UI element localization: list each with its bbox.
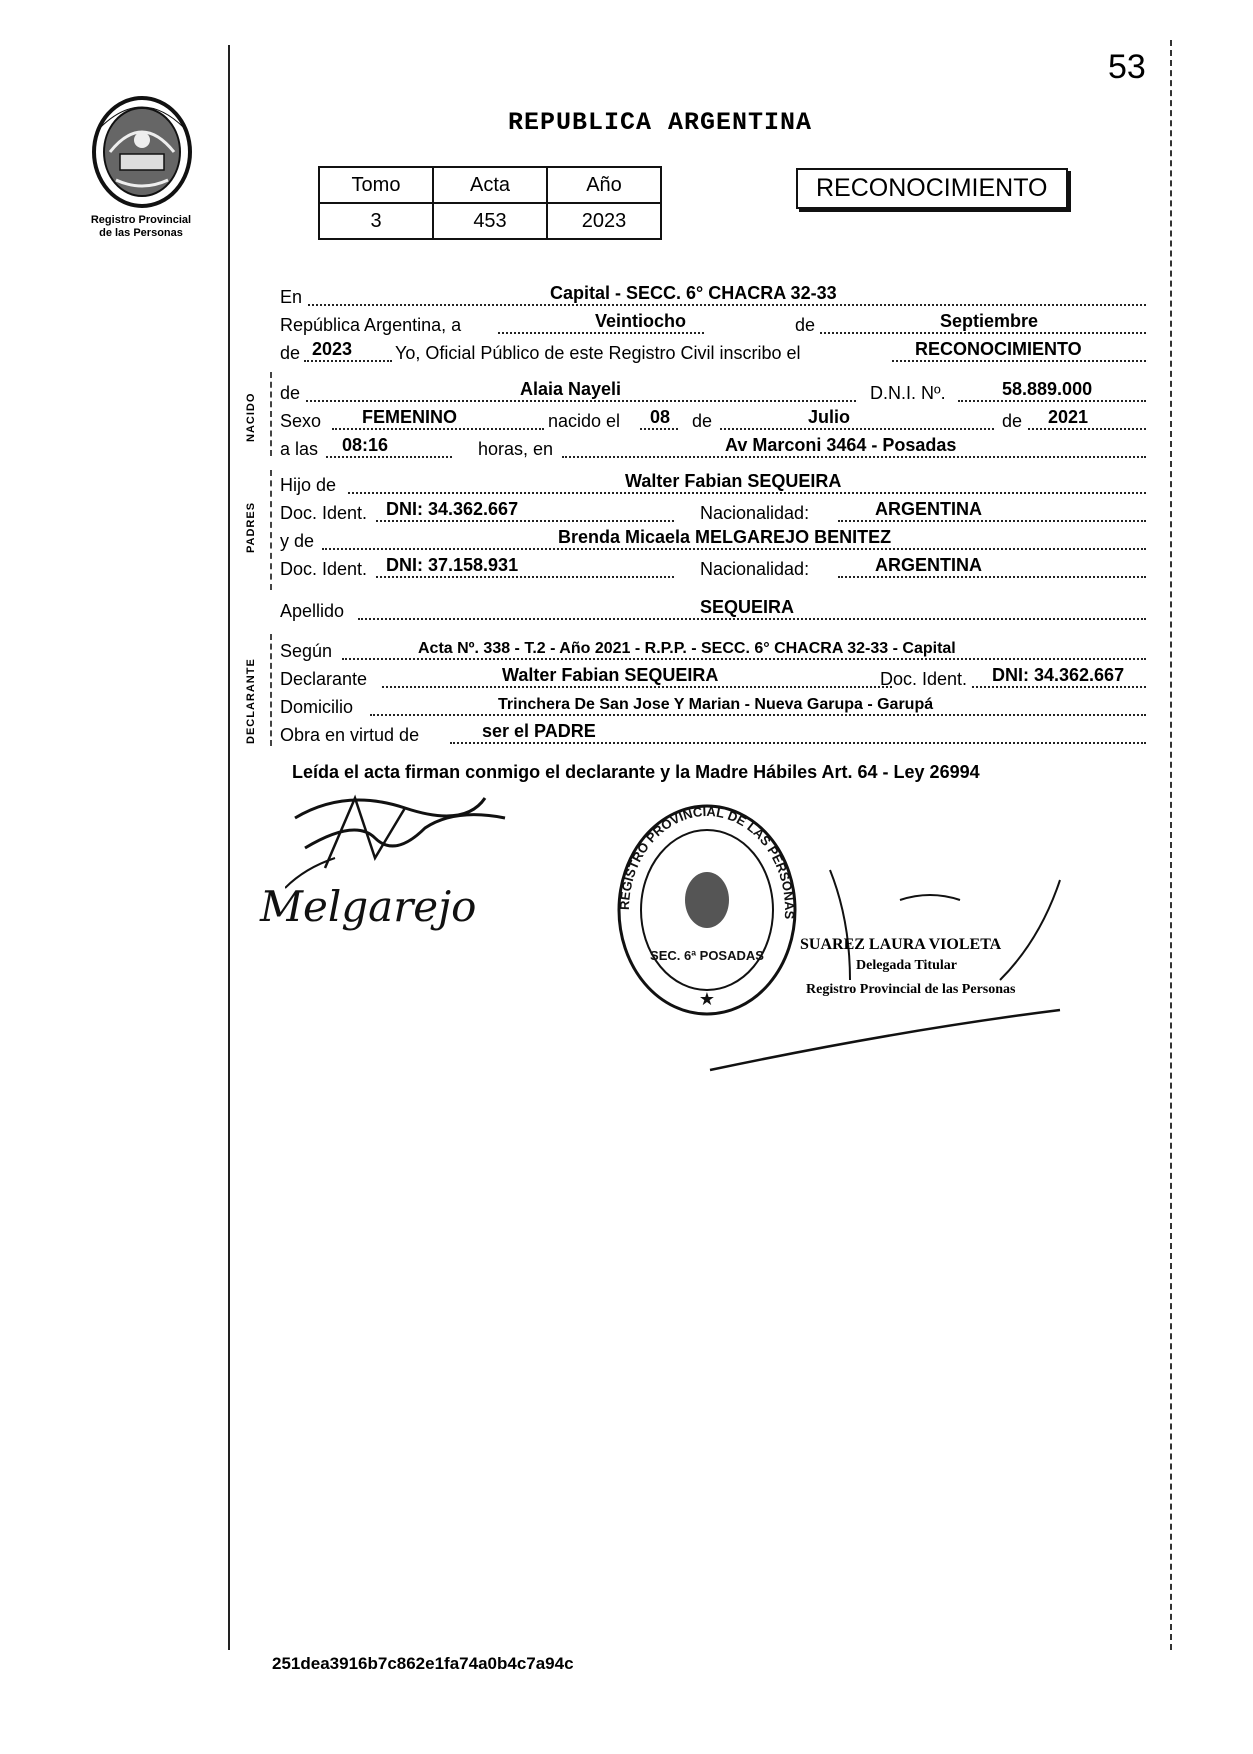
- nacido-bracket: [270, 372, 272, 456]
- dni-value: 58.889.000: [1002, 379, 1093, 399]
- dotted-line: [838, 520, 1146, 522]
- madre-value: Brenda Micaela MELGAREJO BENITEZ: [558, 527, 892, 547]
- en-label: En: [280, 287, 303, 307]
- document-title: REPUBLICA ARGENTINA: [508, 108, 813, 137]
- sexo-label: Sexo: [280, 411, 322, 431]
- dotted-line: [720, 428, 994, 430]
- reference-table-header: [319, 167, 661, 203]
- right-margin-line: [1170, 40, 1172, 1650]
- row-nombre: [280, 378, 1146, 406]
- row-padre-doc: [280, 498, 1146, 526]
- official-office: Registro Provincial de las Personas: [806, 982, 1016, 997]
- logo-caption: [66, 214, 216, 240]
- closing-note: Leída el acta firman conmigo el declarante y la Madre Hábiles Art. 64 - Ley 26994: [292, 762, 980, 782]
- row-domicilio: [280, 692, 1146, 720]
- dotted-line: [838, 576, 1146, 578]
- doc-label: Doc. Ident.: [280, 503, 368, 523]
- horas-label: horas, en: [478, 439, 554, 459]
- row-declarante: [280, 664, 1146, 692]
- de3-label: de: [280, 383, 301, 403]
- anio-value: 2023: [547, 203, 661, 239]
- dotted-line: [342, 658, 1146, 660]
- row-madre: [280, 526, 1146, 554]
- padres-side-label: PADRES: [245, 501, 257, 553]
- left-margin-line: [228, 45, 230, 1650]
- segun-label: Según: [280, 641, 333, 661]
- dotted-line: [326, 456, 452, 458]
- dotted-line: [562, 456, 1146, 458]
- lugar-value: Av Marconi 3464 - Posadas: [725, 435, 957, 455]
- alas-label: a las: [280, 439, 319, 459]
- acta-header: Acta: [433, 167, 547, 203]
- row-segun: [280, 636, 1146, 664]
- padre-value: Walter Fabian SEQUEIRA: [625, 471, 842, 491]
- dotted-line: [450, 742, 1146, 744]
- nacionalidad-label: Nacionalidad:: [700, 503, 810, 523]
- row-fecha: [280, 310, 1146, 338]
- de-label: de: [795, 315, 816, 335]
- dia-value: Veintiocho: [595, 311, 687, 331]
- dotted-line: [1028, 428, 1146, 430]
- padres-bracket: [270, 470, 272, 590]
- apellido-value: SEQUEIRA: [700, 597, 795, 617]
- nac-anio-value: 2021: [1048, 407, 1089, 427]
- act-type-box: RECONOCIMIENTO: [796, 168, 1068, 209]
- logo-caption-line1: Registro Provincial: [90, 214, 192, 226]
- province-logo: [86, 92, 198, 210]
- reference-table-values: [319, 203, 661, 239]
- segun-value: Acta Nº. 338 - T.2 - Año 2021 - R.P.P. - SECC. 6° CHACRA 32-33 - Capital: [418, 640, 956, 657]
- padre-doc-value: DNI: 34.362.667: [386, 499, 519, 519]
- dotted-line: [304, 360, 392, 362]
- de2-label: de: [280, 343, 301, 363]
- nacido-label: nacido el: [548, 411, 621, 431]
- dotted-line: [370, 714, 1146, 716]
- svg-text:★: ★: [698, 989, 716, 1009]
- de5-label: de: [1002, 411, 1023, 431]
- en-value: Capital - SECC. 6° CHACRA 32-33: [550, 283, 837, 303]
- stamp-ring-text: REGISTRO PROVINCIAL DE LAS PERSONAS: [616, 803, 798, 920]
- dotted-line: [892, 360, 1146, 362]
- page-number: 53: [1108, 48, 1146, 86]
- nac-dia-value: 08: [650, 407, 671, 427]
- dotted-line: [958, 400, 1146, 402]
- decl-doc-label: Doc. Ident.: [880, 669, 968, 689]
- hijo-label: Hijo de: [280, 475, 337, 495]
- dotted-line: [972, 686, 1146, 688]
- dotted-line: [498, 332, 704, 334]
- declarante-side-label: DECLARANTE: [245, 658, 257, 744]
- mes-value: Septiembre: [940, 311, 1039, 331]
- dotted-line: [376, 520, 674, 522]
- yo-label: Yo, Oficial Público de este Registro Civil inscribo el: [395, 343, 801, 363]
- republica-label: República Argentina, a: [280, 315, 462, 335]
- official-role: Delegada Titular: [856, 958, 957, 973]
- tomo-header: Tomo: [319, 167, 433, 203]
- official-name: SUAREZ LAURA VIOLETA: [800, 936, 1002, 953]
- declarante-value: Walter Fabian SEQUEIRA: [502, 665, 719, 685]
- nacionalidad-label: Nacionalidad:: [700, 559, 810, 579]
- obra-value: ser el PADRE: [482, 721, 596, 741]
- dotted-line: [308, 304, 1146, 306]
- reference-table: [318, 166, 662, 240]
- row-sexo: [280, 406, 1146, 434]
- anio-header: Año: [547, 167, 661, 203]
- decl-doc-value: DNI: 34.362.667: [992, 665, 1125, 685]
- row-padre: [280, 470, 1146, 498]
- row-inscripcion: [280, 338, 1146, 366]
- domicilio-label: Domicilio: [280, 697, 354, 717]
- hora-value: 08:16: [342, 435, 389, 455]
- acta-value: 453: [433, 203, 547, 239]
- padre-nac-value: ARGENTINA: [875, 499, 982, 519]
- row-apellido: [280, 596, 1146, 624]
- apellido-label: Apellido: [280, 601, 345, 621]
- dotted-line: [640, 428, 678, 430]
- mother-signature: [250, 866, 490, 946]
- row-madre-doc: [280, 554, 1146, 582]
- row-en: [280, 282, 1146, 310]
- declarante-bracket: [270, 634, 272, 746]
- declarante-label: Declarante: [280, 669, 368, 689]
- sexo-value: FEMENINO: [362, 407, 458, 427]
- dotted-line: [332, 428, 544, 430]
- anio-inscripcion-value: 2023: [312, 339, 353, 359]
- logo-caption-line2: de las Personas: [99, 227, 183, 239]
- row-hora: [280, 434, 1146, 462]
- row-obra: [280, 720, 1146, 748]
- dotted-line: [820, 332, 1146, 334]
- domicilio-value: Trinchera De San Jose Y Marian - Nueva Garupa - Garupá: [498, 696, 934, 713]
- nacido-side-label: NACIDO: [245, 392, 257, 442]
- dotted-line: [382, 686, 892, 688]
- nombre-value: Alaia Nayeli: [520, 379, 622, 399]
- dotted-line: [358, 618, 1146, 620]
- madre-doc-value: DNI: 37.158.931: [386, 555, 519, 575]
- document-hash: 251dea3916b7c862e1fa74a0b4c7a94c: [272, 1654, 574, 1673]
- obra-label: Obra en virtud de: [280, 725, 420, 745]
- yde-label: y de: [280, 531, 315, 551]
- dotted-line: [376, 576, 674, 578]
- dotted-line: [322, 548, 1146, 550]
- tomo-value: 3: [319, 203, 433, 239]
- misiones-seal-icon: [86, 92, 198, 210]
- dotted-line: [348, 492, 1146, 494]
- doc-label: Doc. Ident.: [280, 559, 368, 579]
- dni-label: D.N.I. Nº.: [870, 383, 946, 403]
- mother-signature-text: Melgarejo: [260, 882, 477, 931]
- inscribo-value: RECONOCIMIENTO: [915, 339, 1082, 359]
- de4-label: de: [692, 411, 713, 431]
- madre-nac-value: ARGENTINA: [875, 555, 982, 575]
- nac-mes-value: Julio: [808, 407, 851, 427]
- dotted-line: [306, 400, 856, 402]
- stamp-center-text: SEC. 6ª POSADAS: [650, 948, 764, 963]
